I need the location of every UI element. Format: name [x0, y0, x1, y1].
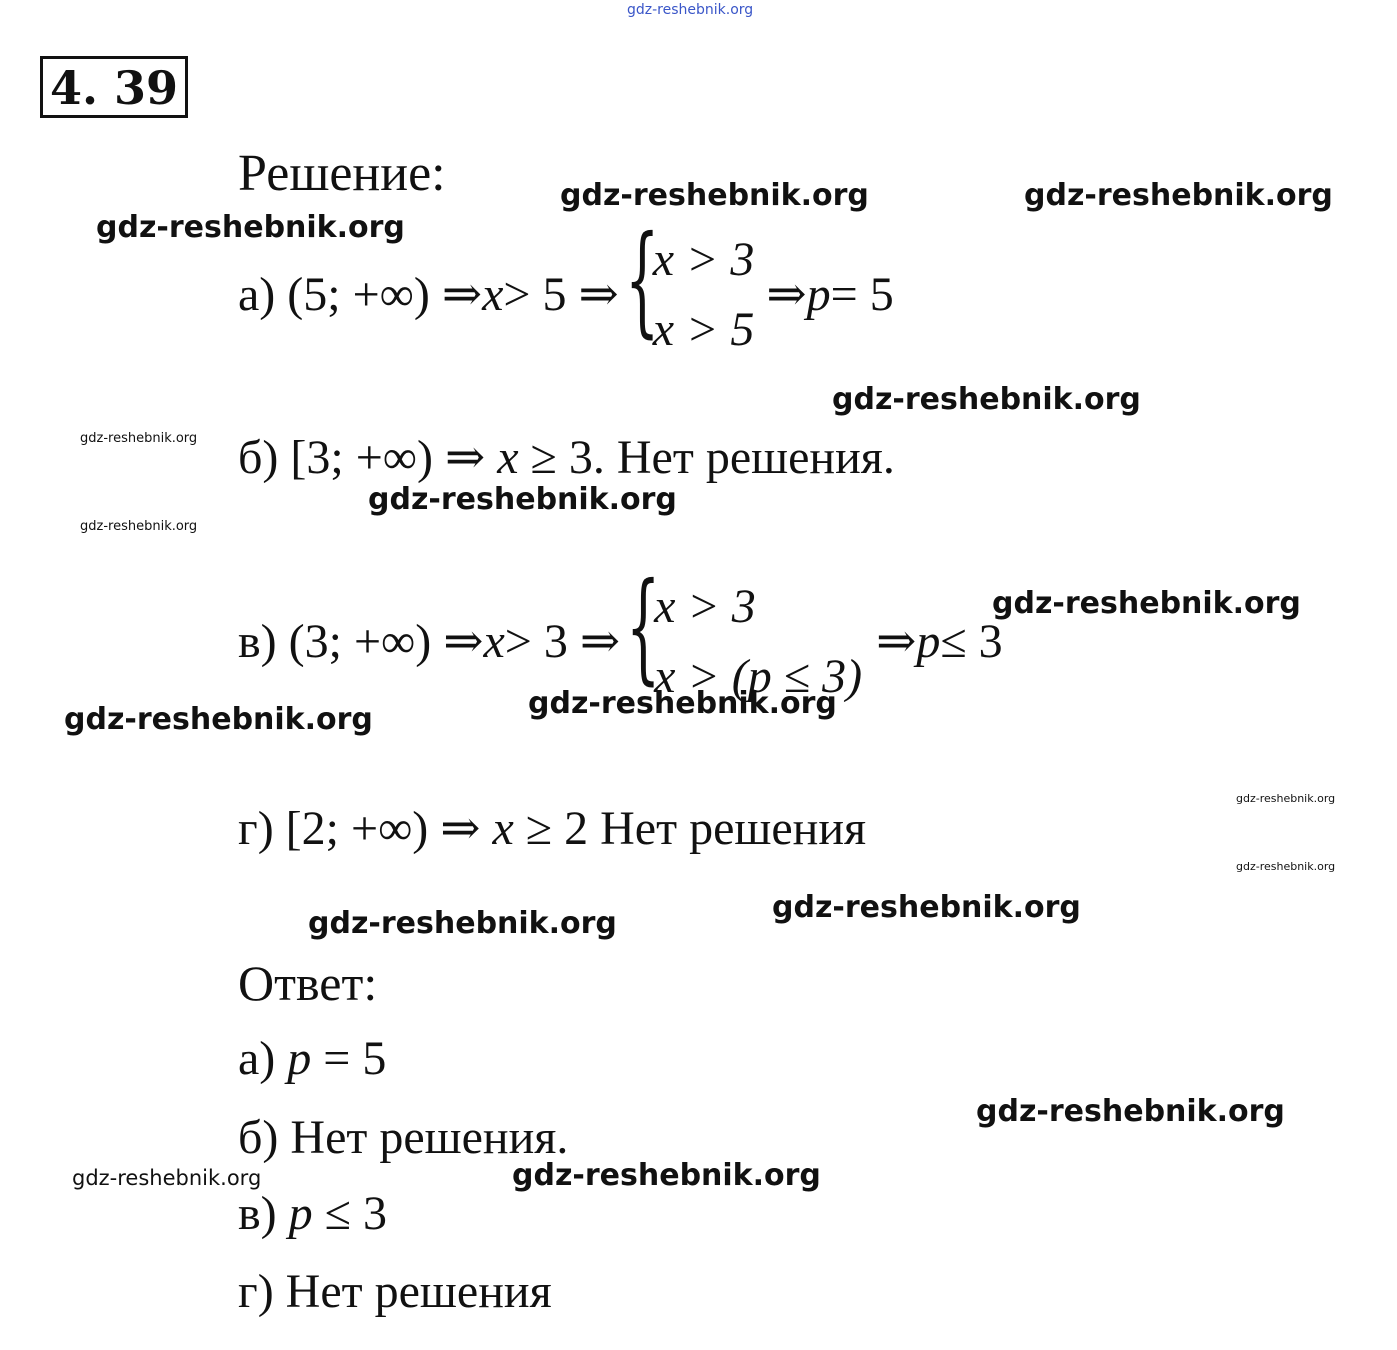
- problem-number: 4. 39: [40, 56, 188, 118]
- system-v-row-1: x > 3: [654, 580, 756, 633]
- line-v-middle: > 3 ⇒: [504, 615, 621, 668]
- brace-a: {: [624, 211, 660, 350]
- system-a-row-1: x > 3: [652, 233, 755, 286]
- system-v-row-2: x > (p ≤ 3): [654, 650, 863, 703]
- line-a-result-tail: = 5: [830, 268, 894, 321]
- line-a-result-arrow: ⇒: [766, 268, 807, 321]
- line-a-middle: > 5 ⇒: [503, 268, 619, 321]
- watermark: gdz-reshebnik.org: [72, 1166, 262, 1190]
- line-b-x: x: [497, 431, 519, 484]
- answer-heading: Ответ:: [238, 955, 378, 1011]
- line-v-x: x: [483, 615, 505, 668]
- line-g-tail: ≥ 2 Нет решения: [513, 802, 867, 855]
- line-a-x: x: [482, 268, 504, 321]
- answer-a-label: а): [238, 1032, 288, 1085]
- answer-a-p: p: [287, 1032, 312, 1085]
- system-a-row-2: x > 5: [652, 303, 755, 356]
- watermark: gdz-reshebnik.org: [80, 519, 198, 534]
- watermark: gdz-reshebnik.org: [528, 686, 837, 721]
- line-a-result-p: p: [806, 268, 831, 321]
- watermark: gdz-reshebnik.org: [976, 1094, 1285, 1129]
- line-a-prefix: а) (5; +∞) ⇒: [238, 268, 483, 321]
- solution-heading: Решение:: [238, 145, 446, 202]
- answer-g: г) Нет решения: [238, 1265, 552, 1318]
- brace-v: {: [626, 558, 661, 697]
- line-v-result-tail: ≤ 3: [940, 615, 1003, 668]
- answer-a: [238, 1032, 387, 1085]
- watermark: gdz-reshebnik.org: [1024, 178, 1333, 213]
- watermark: gdz-reshebnik.org: [1236, 792, 1336, 805]
- line-v-result-arrow: ⇒: [876, 615, 917, 668]
- answer-v-label: в): [238, 1187, 289, 1240]
- watermark: gdz-reshebnik.org: [512, 1158, 821, 1193]
- watermark: gdz-reshebnik.org: [96, 210, 405, 245]
- watermark: gdz-reshebnik.org: [992, 586, 1301, 621]
- line-v-result-p: p: [916, 615, 941, 668]
- solution-line-g: [238, 802, 867, 855]
- watermark: gdz-reshebnik.org: [80, 431, 198, 446]
- answer-b: б) Нет решения.: [238, 1111, 569, 1164]
- watermark-top: gdz-reshebnik.org: [627, 2, 754, 18]
- answer-v-tail: ≤ 3: [312, 1187, 387, 1240]
- watermark: gdz-reshebnik.org: [560, 178, 869, 213]
- watermark: gdz-reshebnik.org: [832, 382, 1141, 417]
- answer-v: [238, 1187, 387, 1240]
- system-a: [624, 211, 755, 365]
- line-g-x: x: [492, 802, 514, 855]
- watermark: gdz-reshebnik.org: [772, 890, 1081, 925]
- watermark: gdz-reshebnik.org: [368, 482, 677, 517]
- watermark: gdz-reshebnik.org: [1236, 860, 1336, 873]
- line-g-prefix: г) [2; +∞) ⇒: [238, 802, 493, 855]
- line-b-tail: ≥ 3. Нет решения.: [518, 431, 895, 484]
- answer-a-tail: = 5: [311, 1032, 387, 1085]
- answer-v-p: p: [288, 1187, 313, 1240]
- watermark: gdz-reshebnik.org: [308, 906, 617, 941]
- line-b-prefix: б) [3; +∞) ⇒: [238, 431, 498, 484]
- line-v-prefix: в) (3; +∞) ⇒: [238, 615, 484, 668]
- solution-line-b: [238, 431, 895, 484]
- watermark: gdz-reshebnik.org: [64, 702, 373, 737]
